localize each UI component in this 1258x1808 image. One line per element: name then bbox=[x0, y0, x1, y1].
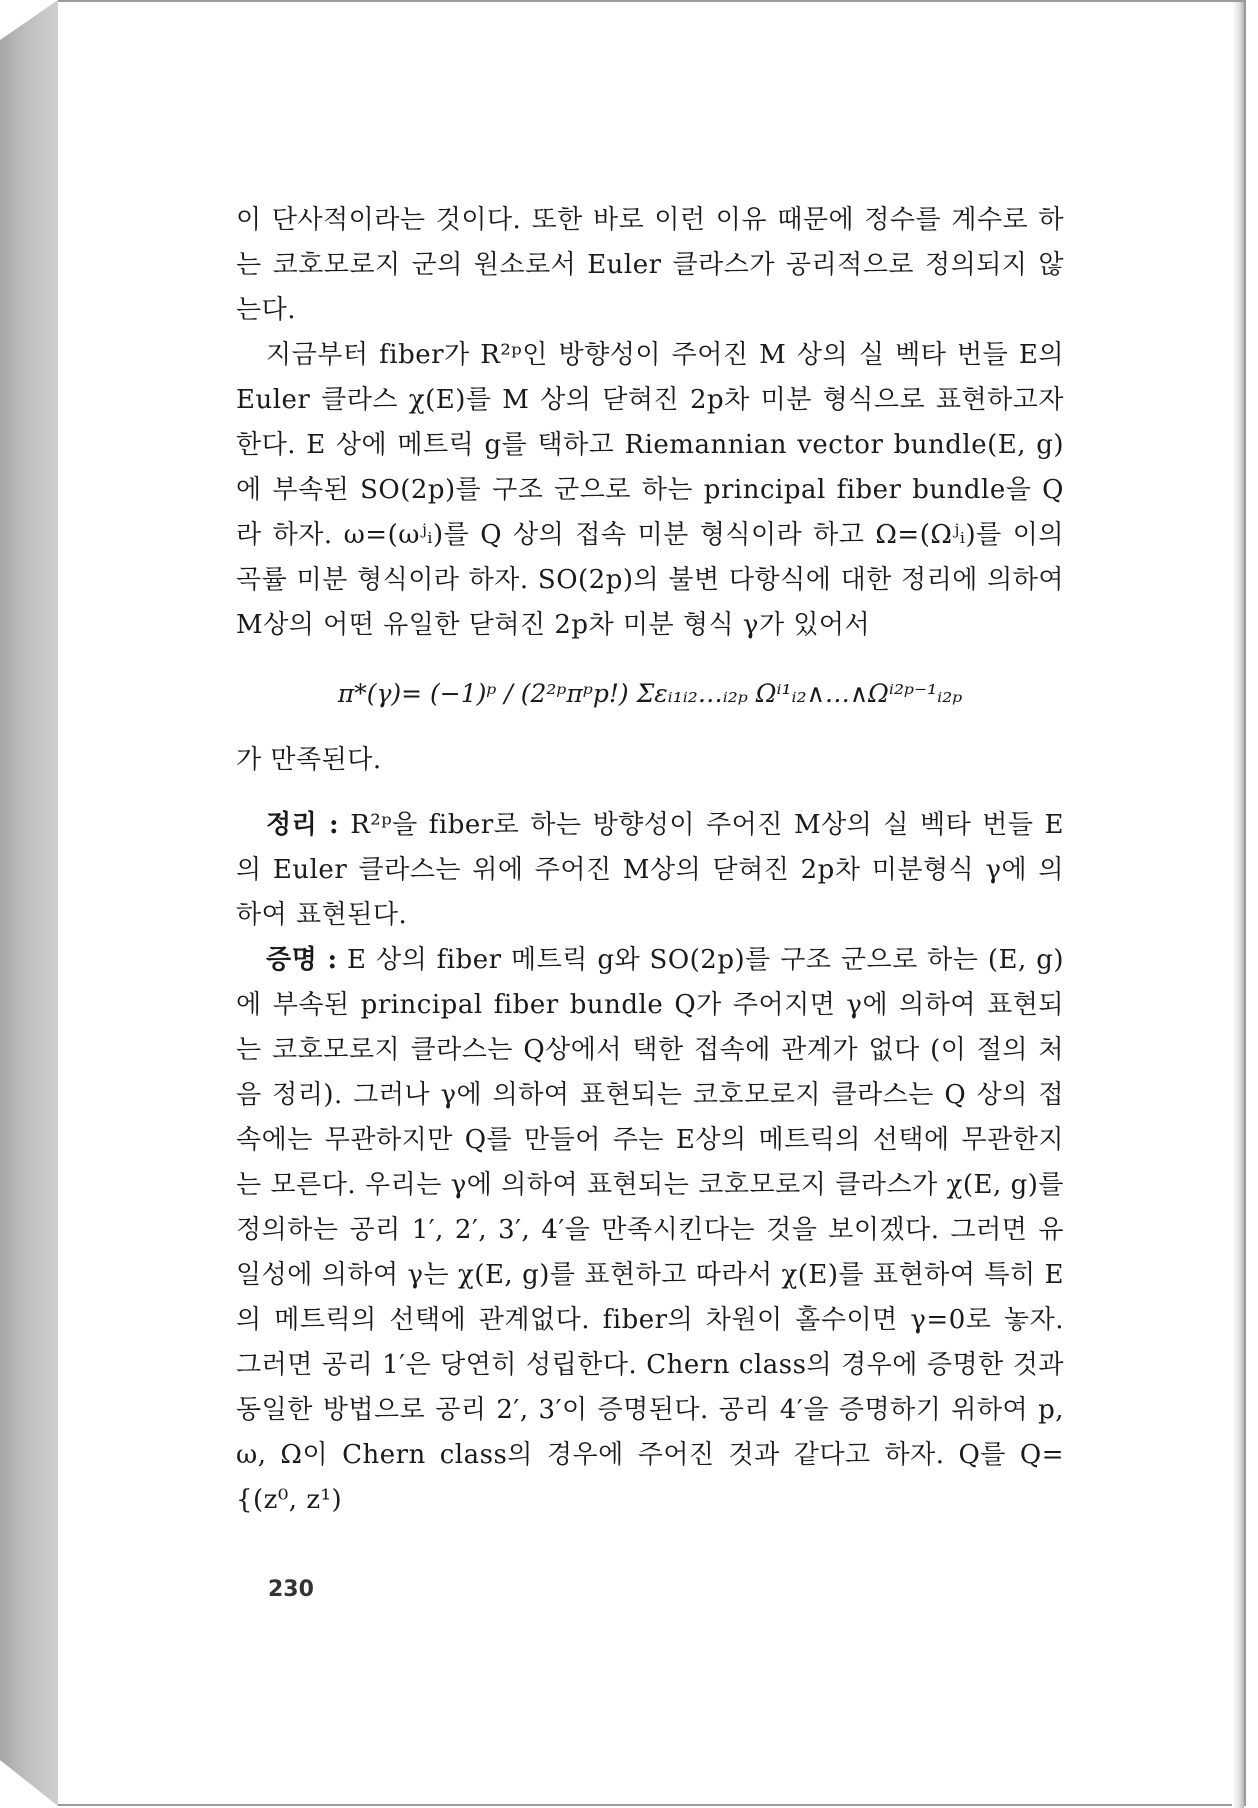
page-edge-shadow bbox=[1232, 2, 1244, 1808]
formula-pontryagin: π*(γ)= (−1)ᵖ / (2²ᵖπᵖp!) Σεᵢ₁ᵢ₂…ᵢ₂ₚ Ωⁱ¹ᵢ₂∧…∧Ωⁱ²ᵖ⁻¹ᵢ₂ₚ bbox=[337, 679, 963, 708]
theorem bbox=[236, 803, 1064, 938]
spacer bbox=[236, 783, 1064, 803]
paragraph-satisfied: 가 만족된다. bbox=[236, 745, 382, 775]
paragraph-continuation: 이 단사적이라는 것이다. 또한 바로 이런 이유 때문에 정수를 계수로 하는 코호모로지 군의 원소로서 Euler 클라스가 공리적으로 정의되지 않는다. bbox=[236, 205, 1064, 325]
theorem-label: 정리 : bbox=[266, 810, 340, 840]
theorem-body: R²ᵖ을 fiber로 하는 방향성이 주어진 M상의 실 벡타 번들 E의 Euler 클라스는 위에 주어진 M상의 닫혀진 2p차 미분형식 γ에 의하여 표현된다. bbox=[236, 810, 1064, 930]
paragraph-euler-class: 지금부터 fiber가 R²ᵖ인 방향성이 주어진 M 상의 실 벡타 번들 E의 Euler 클라스 χ(E)를 M 상의 닫혀진 2p차 미분 형식으로 표현하고자 한다. E 상에 메트릭 g를 택하고 Riemannian vector bundle(E, g)에 부속된 SO(2p)를 구조 군으로 하는 principal fiber bundle을 Q라 하자. ω=(ωʲᵢ)를 Q 상의 접속 미분 형식이라 하고 Ω=(Ωʲᵢ)를 이의 곡률 미분 형식이라 하자. SO(2p)의 불변 다항식에 대한 정리에 의하여 M상의 어떤 유일한 닫혀진 2p차 미분 형식 γ가 있어서 bbox=[236, 340, 1064, 640]
proof-body: E 상의 fiber 메트릭 g와 SO(2p)를 구조 군으로 하는 (E, g)에 부속된 principal fiber bundle Q가 주어지면 γ에 의하여 표현되는 코호모로지 클라스는 Q상에서 택한 접속에 관계가 없다 (이 절의 처음 정리). 그러나 γ에 의하여 표현되는 코호모로지 클라스는 Q 상의 접속에는 무관하지만 Q를 만들어 주는 E상의 메트릭의 선택에 무관한지는 모른다. 우리는 γ에 의하여 표현되는 코호모로지 클라스가 χ(E, g)를 정의하는 공리 1′, 2′, 3′, 4′을 만족시킨다는 것을 보이겠다. 그러면 유일성에 의하여 γ는 χ(E, g)를 표현하고 따라서 χ(E)를 표현하여 특히 E의 메트릭의 선택에 관계없다. fiber의 차원이 홀수이면 γ=0로 놓자. 그러면 공리 1′은 당연히 성립한다. Chern class의 경우에 증명한 것과 동일한 방법으로 공리 2′, 3′이 증명된다. 공리 4′을 증명하기 위하여 p, ω, Ω이 Chern class의 경우에 주어진 것과 같다고 하자. Q를 Q={(z⁰, z¹) bbox=[236, 945, 1065, 1515]
page-text bbox=[236, 198, 1064, 1523]
proof bbox=[236, 938, 1064, 1523]
proof-label: 증명 : bbox=[266, 945, 338, 975]
book-spine bbox=[0, 0, 58, 1806]
page-number: 230 bbox=[268, 1577, 314, 1602]
